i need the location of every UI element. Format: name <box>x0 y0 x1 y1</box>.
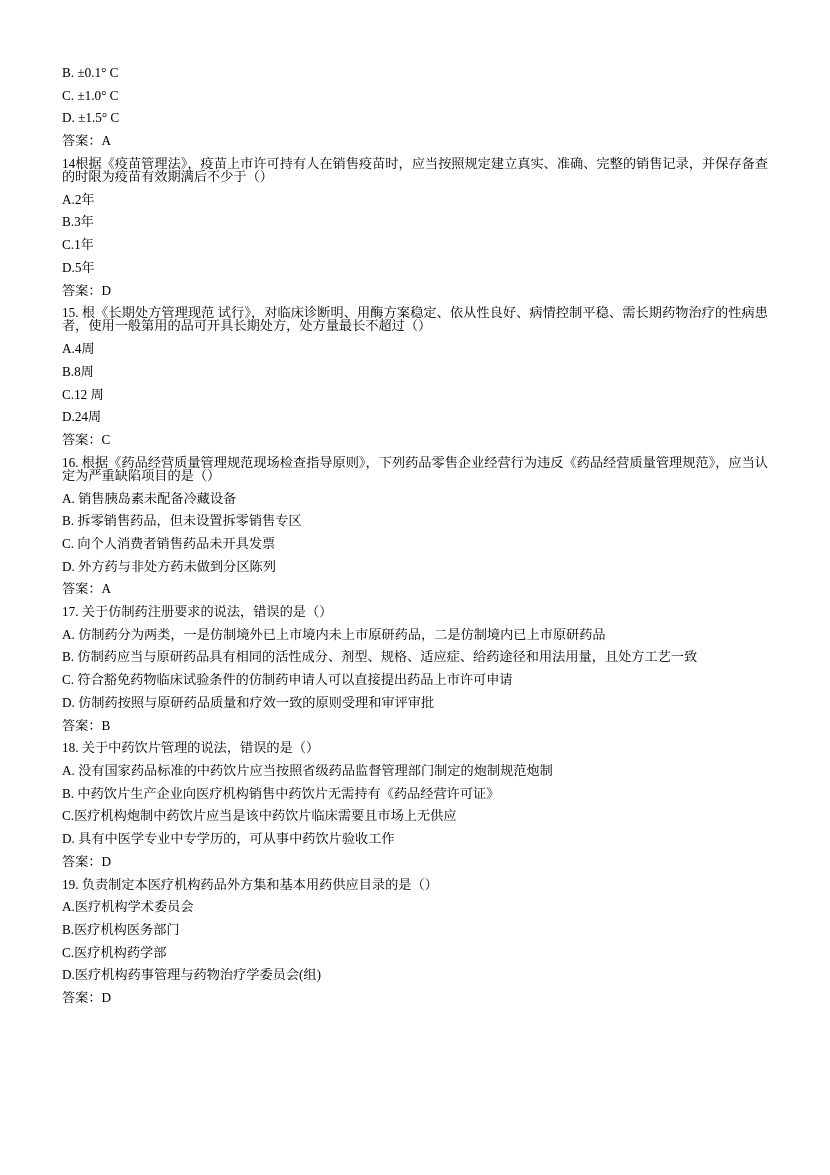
option-item: C.医疗机构药学部 <box>62 944 167 960</box>
option-item: D. 外方药与非处方药未做到分区陈列 <box>62 558 276 574</box>
question-stem: 17. 关于仿制药注册要求的说法，错误的是（） <box>62 604 333 620</box>
option-item: D. ±1.5° C <box>62 110 120 126</box>
option-item: B. 中药饮片生产企业向医疗机构销售中药饮片无需持有《药品经营许可证》 <box>62 785 500 801</box>
option-item: A. 销售胰岛素未配备冷藏设备 <box>62 490 237 506</box>
option-item: D.5年 <box>62 259 95 275</box>
top-options-group <box>62 66 768 147</box>
option-item: D. 具有中医学专业中专学历的，可从事中药饮片验收工作 <box>62 831 395 847</box>
answer-line: 答案：A <box>62 581 112 597</box>
option-item: C. ±1.0° C <box>62 87 119 103</box>
question-15 <box>62 306 768 446</box>
option-item: C.12 周 <box>62 386 104 402</box>
question-stem: 16. 根据《药品经营质量管理规范现场检查指导原则》，下列药品零售企业经营行为违反《药品经营质量管理规范》，应当认定为严重缺陷项目的是（） <box>62 454 768 483</box>
option-item: D. 仿制药按照与原研药品质量和疗效一致的原则受理和审评审批 <box>62 694 435 710</box>
option-item: A.2年 <box>62 191 95 207</box>
answer-line: 答案：B <box>62 717 111 733</box>
question-14 <box>62 157 768 297</box>
option-item: A. 没有国家药品标准的中药饮片应当按照省级药品监督管理部门制定的炮制规范炮制 <box>62 763 553 778</box>
option-item: A.医疗机构学术委员会 <box>62 899 194 915</box>
answer-line: 答案：D <box>62 853 112 869</box>
question-19 <box>62 878 768 1005</box>
option-item: D.医疗机构药事管理与药物治疗学委员会(组) <box>62 967 321 983</box>
answer-line: 答案：C <box>62 431 111 447</box>
question-stem: 19. 负责制定本医疗机构药品外方集和基本用药供应目录的是（） <box>62 876 438 892</box>
question-16 <box>62 456 768 596</box>
question-stem: 14根据《疫苗管理法》，疫苗上市许可持有人在销售疫苗时，应当按照规定建立真实、准确、完整的销售记录，并保存备查的时限为疫苗有效期满后不少于（） <box>62 155 768 185</box>
option-item: C.1年 <box>62 237 94 253</box>
option-item: B.8周 <box>62 363 94 379</box>
option-item: A. 仿制药分为两类，一是仿制境外已上市境内未上市原研药品，二是仿制境内已上市原研药品 <box>62 626 606 642</box>
document-body <box>62 66 768 1004</box>
option-item: B. 拆零销售药品，但未设置拆零销售专区 <box>62 513 302 529</box>
answer-line: 答案：D <box>62 282 112 298</box>
option-item: C. 符合豁免药物临床试验条件的仿制药申请人可以直接提出药品上市许可申请 <box>62 672 513 688</box>
question-17 <box>62 605 768 732</box>
option-item: B.医疗机构医务部门 <box>62 921 180 937</box>
question-stem: 18. 关于中药饮片管理的说法，错误的是（） <box>62 740 320 756</box>
answer-line: 答案：A <box>62 133 112 149</box>
question-18 <box>62 741 768 868</box>
option-item: C.医疗机构炮制中药饮片应当是该中药饮片临床需要且市场上无供应 <box>62 808 457 824</box>
option-item: C. 向个人消费者销售药品未开具发票 <box>62 535 276 551</box>
option-item: B.3年 <box>62 214 94 230</box>
answer-line: 答案：D <box>62 990 112 1006</box>
option-item: D.24周 <box>62 409 102 425</box>
option-item: B. 仿制药应当与原研药品具有相同的活性成分、剂型、规格、适应症、给药途径和用法用量，且处方工艺一致 <box>62 649 698 665</box>
question-stem: 15. 根《长期处方管理现范 试行》，对临床诊断明、用酶方案稳定、依从性良好、病情控制平稳、需长期药物治疗的性病患者，使用一般第用的品可开具长期处方，处方量最长不超过（） <box>62 305 768 334</box>
option-item: A.4周 <box>62 341 95 357</box>
option-item: B. ±0.1° C <box>62 65 119 80</box>
